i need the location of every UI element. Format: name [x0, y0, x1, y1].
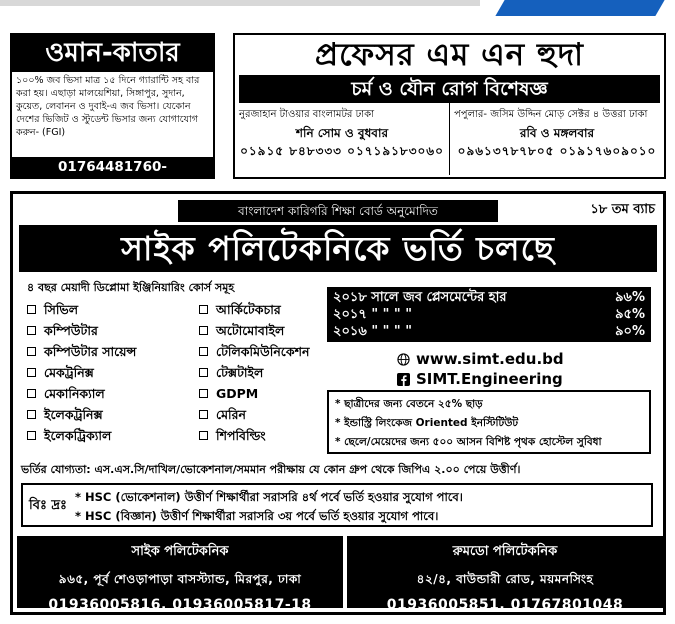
branch-mymensingh	[347, 536, 663, 613]
course-list-right	[199, 299, 309, 446]
course-item: কম্পিউটার সায়েন্স	[27, 341, 136, 362]
checkbox-icon	[199, 305, 208, 314]
course-item: ইলেকট্রিক্যাল	[27, 425, 136, 446]
branch-phone: 01936005816, 01936005817-18	[48, 597, 312, 613]
branch-address: ৪২/৪, বাউন্ডারী রোড, ময়মনসিংহ	[416, 572, 594, 586]
globe-icon	[397, 353, 410, 366]
course-item: মেকানিক্যাল	[27, 383, 136, 404]
course-list-left	[27, 299, 136, 446]
checkbox-icon	[27, 410, 36, 419]
page-top-strip	[0, 0, 675, 18]
admission-headline: সাইক পলিটেকনিকে ভর্তি চলছে	[19, 225, 657, 272]
chamber-2-phone: ০৯৬১৩৭৮৭৮০৫ ০১৯১৭৬০৯০১০	[457, 144, 657, 158]
course-item: ইলেকট্রনিক্স	[27, 404, 136, 425]
chamber-1	[235, 103, 449, 175]
polytechnic-advertisement	[10, 191, 666, 615]
chamber-1-address: নুরজাহান টাওয়ার বাংলামটর ঢাকা	[239, 109, 375, 120]
branch-name: রুমডো পলিটেকনিক	[452, 544, 558, 559]
checkbox-icon	[27, 347, 36, 356]
placement-rate-box	[327, 287, 651, 342]
note-line: * HSC (ভোকেশনাল) উত্তীর্ণ শিক্ষার্থীরা সরাসরি ৪র্থ পর্বে ভর্তি হওয়ার সুযোগ পাবে।	[75, 490, 463, 504]
chamber-2-address: পপুলার- জসিম উদ্দিন মোড় সেক্টর ৪ উত্তরা ঢাকা	[454, 109, 648, 120]
placement-row: ২০১৭ " " " " ৯৫%	[333, 307, 645, 322]
facebook-link[interactable]: SIMT.Engineering	[397, 369, 564, 389]
facebook-icon	[397, 373, 410, 386]
eligibility-text: ভর্তির যোগ্যতা: এস.এস.সি/দাখিল/ভোকেশনাল/সমমান পরীক্ষায় যে কোন গ্রুপ থেকে জিপিএ ২.০০ পেয়ে উত্তীর্ণ।	[21, 463, 521, 476]
visa-ad-phone: 01764481760-01762199628	[12, 157, 213, 177]
chamber-2-days: রবি ও মঙ্গলবার	[519, 126, 595, 140]
checkbox-icon	[199, 431, 208, 440]
branch-address: ৯৬৫, পূর্ব শেওড়াপাড়া বাসস্ট্যান্ড, মিরপুর, ঢাকা	[58, 572, 302, 586]
feature-item: * ছাত্রীদের জন্য বেতনে ২৫% ছাড়	[335, 398, 483, 410]
checkbox-icon	[27, 431, 36, 440]
checkbox-icon	[199, 326, 208, 335]
visa-ad-title: ওমান-কাতার	[12, 35, 213, 72]
course-item: টেলিকমিউনিকেশন	[199, 341, 309, 362]
checkbox-icon	[27, 389, 36, 398]
website-link[interactable]: www.simt.edu.bd	[397, 349, 564, 369]
note-box	[21, 483, 653, 527]
visa-advertisement	[10, 33, 215, 195]
course-item: মেকট্রনিক্স	[27, 362, 136, 383]
course-item: কম্পিউটার	[27, 320, 136, 341]
note-line: * HSC (বিজ্ঞান) উত্তীর্ণ শিক্ষার্থীরা সরাসরি ৩য় পর্বে ভর্তি হওয়ার সুযোগ পাবে।	[75, 509, 439, 523]
doctor-advertisement	[233, 33, 666, 179]
doctor-name: প্রফেসর এম এন হুদা	[314, 37, 585, 73]
branch-dhaka	[17, 536, 343, 613]
course-heading: ৪ বছর মেয়াদী ডিপ্লোমা ইঞ্জিনিয়ারিং কোর্স সমূহ	[27, 281, 235, 294]
batch-label: ১৮ তম ব্যাচ	[590, 202, 655, 217]
checkbox-icon	[199, 368, 208, 377]
approval-banner: বাংলাদেশ কারিগরি শিক্ষা বোর্ড অনুমোদিত	[178, 200, 498, 222]
feature-box	[327, 390, 651, 454]
course-item: সিভিল	[27, 299, 136, 320]
visa-ad-body: ১০০% জব ভিসা মাত্র ১৫ দিনে গ্যারান্টি সহ বার করা হয়। এছাড়া মালয়েশিয়া, সিঙ্গাপুর, সুদান, কুয়েত, লেবানন ও দুবাই-এ জব ভিসা। যেকোন দেশের ভিজিট ও স্টুডেন্ট ভিসার জন্য যোগাযোগ করুন- (FGI)	[16, 75, 200, 138]
course-item: শিপবিল্ডিং	[199, 425, 309, 446]
course-item: আর্কিটেকচার	[199, 299, 309, 320]
branch-name: সাইক পলিটেকনিক	[131, 544, 229, 559]
course-item: টেক্সটাইল	[199, 362, 309, 383]
course-item: মেরিন	[199, 404, 309, 425]
feature-item: * ইন্ডাস্ট্রি লিংকেজ Oriented ইনস্টিটিউট	[335, 417, 519, 429]
doctor-specialty: চর্ম ও যৌন রোগ বিশেষজ্ঞ	[239, 75, 660, 103]
placement-row: ২০১৮ সালে জব প্লেসমেন্টের হার ৯৬%	[333, 290, 645, 305]
checkbox-icon	[199, 389, 208, 398]
web-links	[397, 349, 564, 389]
course-item: GDPM	[199, 383, 309, 404]
chamber-1-days: শনি সোম ও বুধবার	[295, 126, 389, 140]
checkbox-icon	[199, 347, 208, 356]
feature-item: * ছেলে/মেয়েদের জন্য ৫০০ আসন বিশিষ্ট পৃথক হোস্টেল সুবিধা	[335, 436, 602, 448]
chamber-1-phone: ০১৯১৫ ৮৪৮৩৩৩ ০১৭১৯১৮৩০৬০	[240, 144, 444, 158]
note-label: বিঃ দ্রঃ	[29, 498, 67, 513]
checkbox-icon	[199, 410, 208, 419]
placement-row: ২০১৬ " " " " ৯০%	[333, 324, 645, 339]
blue-corner-tab	[495, 0, 664, 16]
checkbox-icon	[27, 305, 36, 314]
chamber-2	[449, 103, 664, 175]
gray-stripe	[0, 0, 480, 6]
course-item: অটোমোবাইল	[199, 320, 309, 341]
checkbox-icon	[27, 326, 36, 335]
checkbox-icon	[27, 368, 36, 377]
branch-phone: 01936005851, 01767801048	[386, 597, 624, 613]
